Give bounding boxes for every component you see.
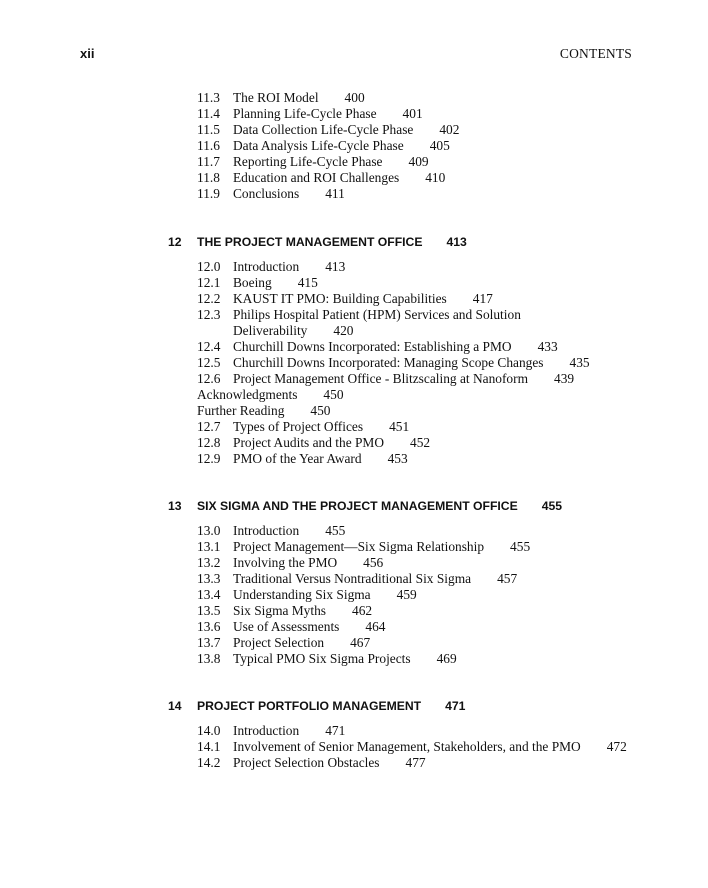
- toc-entry[interactable]: [197, 259, 345, 275]
- section-title: Project Audits and the PMO: [233, 435, 385, 450]
- toc-entry[interactable]: [197, 723, 345, 739]
- section-title: Project Selection: [233, 635, 325, 650]
- section-number: 11.3: [197, 90, 220, 105]
- page-ref: 420: [333, 323, 354, 338]
- page-ref: 477: [405, 755, 426, 770]
- section-title: Understanding Six Sigma: [233, 587, 371, 602]
- section-title: Types of Project Offices: [233, 419, 364, 434]
- section-title: Introduction: [233, 723, 300, 738]
- toc-entry[interactable]: [197, 435, 430, 451]
- toc-entry[interactable]: [197, 170, 445, 186]
- page-ref: 415: [297, 275, 318, 290]
- section-number: 12.4: [197, 339, 221, 354]
- toc-entry[interactable]: [197, 571, 517, 587]
- page-ref: 400: [344, 90, 365, 105]
- section-number: 12.1: [197, 275, 221, 290]
- section-number: 14.0: [197, 723, 221, 738]
- section-title-continued: Deliverability: [233, 323, 308, 338]
- section-number: 12.2: [197, 291, 221, 306]
- section-title: Project Management Office - Blitzscaling at Nanoform: [233, 371, 528, 386]
- page-ref: 409: [408, 154, 429, 169]
- toc-entry[interactable]: [197, 339, 558, 355]
- chapter-page-ref: 455: [541, 499, 563, 513]
- page-ref: 402: [439, 122, 460, 137]
- page-ref: 453: [387, 451, 408, 466]
- page-ref: 411: [325, 186, 345, 201]
- section-title: Data Collection Life-Cycle Phase: [233, 122, 414, 137]
- page-number: xii: [80, 46, 95, 61]
- chapter-title: PROJECT PORTFOLIO MANAGEMENT: [197, 699, 422, 713]
- page-ref: 452: [410, 435, 431, 450]
- section-number: 11.9: [197, 186, 220, 201]
- page-ref: 469: [436, 651, 457, 666]
- toc-entry[interactable]: [197, 635, 370, 651]
- chapter-number: 13: [168, 499, 182, 513]
- toc-entry[interactable]: [197, 523, 345, 539]
- chapter-heading[interactable]: [168, 235, 588, 251]
- chapter-title: SIX SIGMA AND THE PROJECT MANAGEMENT OFFICE: [197, 499, 518, 513]
- page-ref: 456: [363, 555, 384, 570]
- section-number: 12.6: [197, 371, 221, 386]
- toc-entry[interactable]: [197, 138, 450, 154]
- page-ref: 455: [510, 539, 531, 554]
- page-ref: 413: [325, 259, 346, 274]
- page-ref: 467: [350, 635, 371, 650]
- chapter-number: 12: [168, 235, 182, 249]
- chapter-page-ref: 413: [446, 235, 467, 249]
- page-ref: 435: [569, 355, 590, 370]
- section-number: 11.8: [197, 170, 220, 185]
- page-ref: 405: [429, 138, 450, 153]
- section-title: Involving the PMO: [233, 555, 338, 570]
- section-title: Project Management—Six Sigma Relationship: [233, 539, 485, 554]
- section-number: 13.8: [197, 651, 221, 666]
- toc-entry[interactable]: [197, 451, 408, 467]
- toc-entry[interactable]: [197, 403, 331, 419]
- page-ref: 462: [352, 603, 373, 618]
- page-ref: 433: [537, 339, 558, 354]
- toc-entry[interactable]: [197, 106, 423, 122]
- toc-entry[interactable]: [197, 291, 493, 307]
- section-number: 13.0: [197, 523, 221, 538]
- section-title: Planning Life-Cycle Phase: [233, 106, 377, 121]
- toc-entry[interactable]: [197, 275, 318, 291]
- section-number: 11.5: [197, 122, 220, 137]
- section-title: Churchill Downs Incorporated: Managing Scope Changes: [233, 355, 544, 370]
- section-title: Use of Assessments: [233, 619, 340, 634]
- section-title: Boeing: [233, 275, 272, 290]
- toc-entry[interactable]: [197, 619, 385, 635]
- section-title: Typical PMO Six Sigma Projects: [233, 651, 411, 666]
- section-title: Introduction: [233, 259, 300, 274]
- toc-entry[interactable]: [197, 555, 383, 571]
- section-title: Philips Hospital Patient (HPM) Services and Solution: [233, 307, 521, 322]
- page-ref: 410: [425, 170, 446, 185]
- toc-entry[interactable]: [197, 90, 365, 106]
- section-title: Reporting Life-Cycle Phase: [233, 154, 383, 169]
- section-title: The ROI Model: [233, 90, 319, 105]
- section-number: 13.5: [197, 603, 221, 618]
- toc-entry[interactable]: [197, 755, 426, 771]
- toc-entry[interactable]: [197, 387, 344, 403]
- section-number: 13.1: [197, 539, 221, 554]
- section-number: 13.3: [197, 571, 221, 586]
- section-title: Education and ROI Challenges: [233, 170, 400, 185]
- section-title: PMO of the Year Award: [233, 451, 362, 466]
- toc-entry[interactable]: [197, 539, 530, 555]
- toc-entry[interactable]: [197, 371, 574, 387]
- section-title: Traditional Versus Nontraditional Six Sigma: [233, 571, 472, 586]
- toc-entry[interactable]: [197, 419, 409, 435]
- section-title: Introduction: [233, 523, 300, 538]
- chapter-title: THE PROJECT MANAGEMENT OFFICE: [197, 235, 423, 249]
- page-ref: 459: [396, 587, 417, 602]
- section-number: 11.7: [197, 154, 220, 169]
- section-number: 13.6: [197, 619, 221, 634]
- chapter-page-ref: 471: [445, 699, 466, 713]
- section-title: Further Reading: [197, 403, 285, 418]
- section-number: 12.7: [197, 419, 221, 434]
- section-title: KAUST IT PMO: Building Capabilities: [233, 291, 447, 306]
- page-ref: 450: [310, 403, 331, 418]
- section-number: 11.4: [197, 106, 220, 121]
- toc-entry[interactable]: [197, 154, 429, 170]
- toc-entry[interactable]: [197, 122, 459, 138]
- section-number: 12.8: [197, 435, 221, 450]
- section-number: 14.1: [197, 739, 221, 754]
- page-ref: 471: [325, 723, 346, 738]
- section-title: Acknowledgments: [197, 387, 298, 402]
- page-ref: 439: [554, 371, 575, 386]
- toc-entry[interactable]: [197, 355, 590, 371]
- section-number: 13.2: [197, 555, 221, 570]
- page-ref: 417: [472, 291, 493, 306]
- section-number: 11.6: [197, 138, 220, 153]
- toc-entry[interactable]: [197, 651, 457, 667]
- toc-entry-continuation[interactable]: [233, 323, 353, 339]
- running-title: CONTENTS: [559, 46, 632, 61]
- toc-entry[interactable]: [197, 307, 521, 323]
- chapter-number: 14: [168, 699, 182, 713]
- page-ref: 472: [606, 739, 627, 754]
- toc-entry[interactable]: [197, 587, 417, 603]
- chapter-heading[interactable]: [168, 499, 588, 515]
- section-title: Data Analysis Life-Cycle Phase: [233, 138, 404, 153]
- section-title: Involvement of Senior Management, Stakeholders, and the PMO: [233, 739, 581, 754]
- section-number: 14.2: [197, 755, 221, 770]
- section-title: Churchill Downs Incorporated: Establishing a PMO: [233, 339, 512, 354]
- page-ref: 464: [365, 619, 386, 634]
- toc-entry[interactable]: [197, 739, 627, 755]
- section-number: 12.3: [197, 307, 221, 322]
- section-number: 12.0: [197, 259, 221, 274]
- section-number: 12.9: [197, 451, 221, 466]
- section-number: 13.4: [197, 587, 221, 602]
- page-ref: 451: [389, 419, 410, 434]
- toc-entry[interactable]: [197, 186, 345, 202]
- section-title: Project Selection Obstacles: [233, 755, 380, 770]
- page-ref: 450: [323, 387, 344, 402]
- page-ref: 457: [497, 571, 518, 586]
- section-title: Conclusions: [233, 186, 300, 201]
- section-title: Six Sigma Myths: [233, 603, 327, 618]
- section-number: 12.5: [197, 355, 221, 370]
- page-ref: 455: [325, 523, 346, 538]
- chapter-heading[interactable]: [168, 699, 588, 715]
- page-ref: 401: [402, 106, 423, 121]
- section-number: 13.7: [197, 635, 221, 650]
- toc-entry[interactable]: [197, 603, 372, 619]
